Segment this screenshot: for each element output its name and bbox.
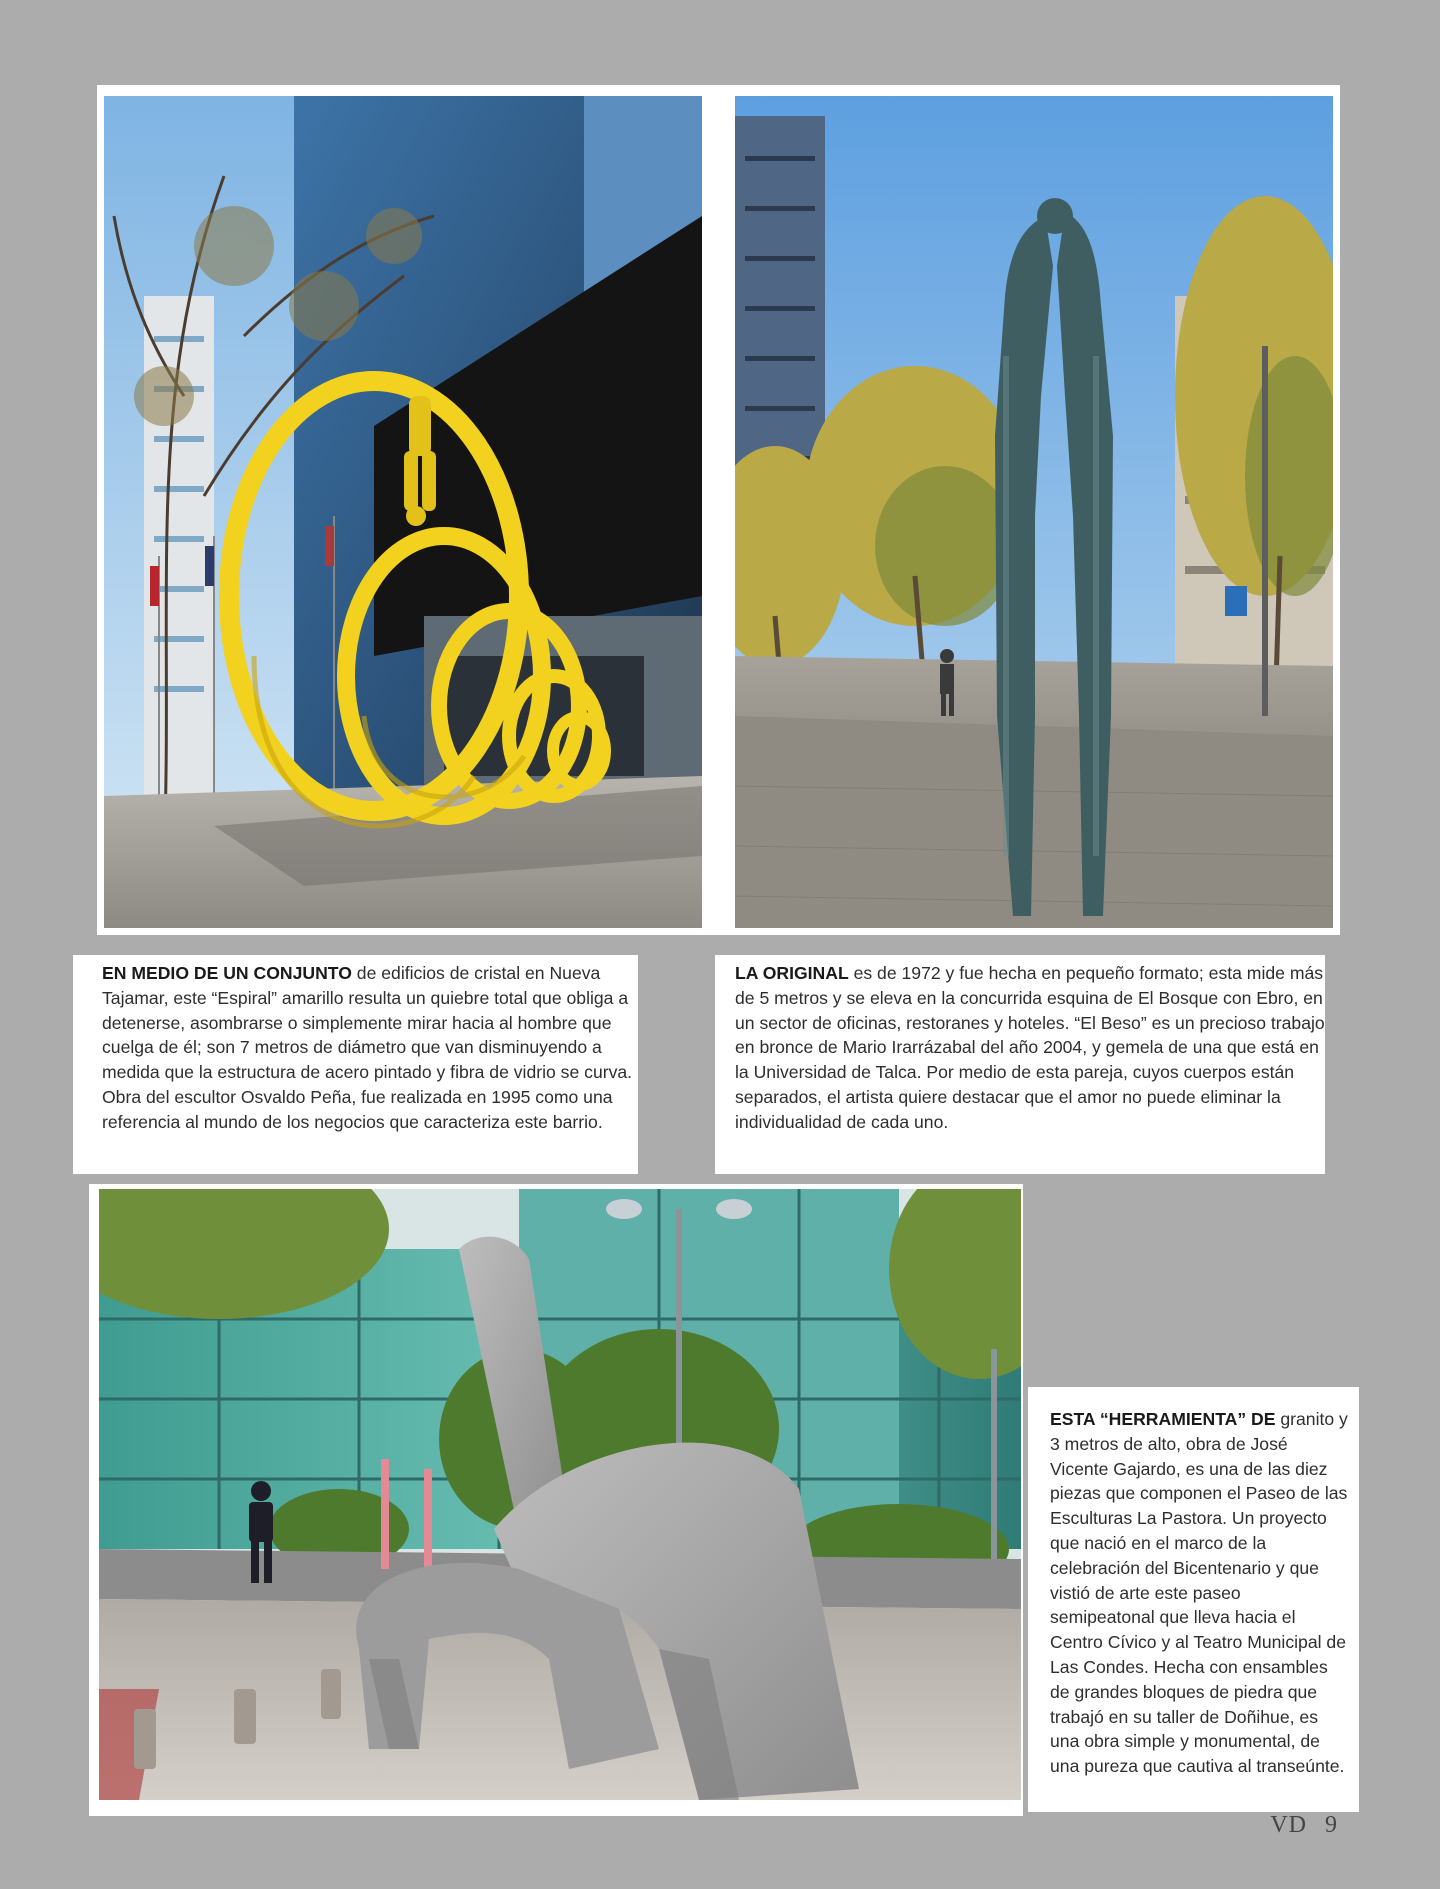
caption-spiral-lead: EN MEDIO DE UN CONJUNTO — [102, 963, 352, 983]
caption-beso-lead: LA ORIGINAL — [735, 963, 849, 983]
page-folio — [1270, 1812, 1338, 1839]
folio-brand: VD — [1270, 1812, 1307, 1838]
caption-herramienta-body: granito y 3 metros de alto, obra de José Vicente Gajardo, es una de las diez piezas que componen el Paseo de las Esculturas La Pastora. Un proyecto que nació en el marco de la celebración del Bicentenario y que vistió de arte este paseo semipeatonal que lleva hacia el Centro Cívico y al Teatro Municipal de Las Condes. Hecha con ensambles de grandes bloques de piedra que trabajó en su taller de Doñihue, es una obra simple y monumental, de una pureza que cautiva al transeúnte. — [1050, 1409, 1348, 1777]
photo-spiral-sculpture — [104, 96, 702, 928]
caption-herramienta — [1028, 1387, 1359, 1812]
caption-spiral — [73, 955, 638, 1174]
photo-el-beso-sculpture — [735, 96, 1333, 928]
page-number: 9 — [1325, 1812, 1338, 1838]
caption-beso-body: es de 1972 y fue hecha en pequeño formato; esta mide más de 5 metros y se eleva en la concurrida esquina de El Bosque con Ebro, en un sector de oficinas, restoranes y hoteles. “El Beso” es un precioso trabajo en bronce de Mario Irarrázabal del año 2004, y gemela de una que está en la Universidad de Talca. Por medio de esta pareja, cuyos cuerpos están separados, el artista quiere destacar que el amor no puede eliminar la individualidad de cada uno. — [735, 963, 1325, 1132]
caption-spiral-body: de edificios de cristal en Nueva Tajamar, este “Espiral” amarillo resulta un quiebre total que obliga a detenerse, asombrarse o simplemente mirar hacia al hombre que cuelga de él; son 7 metros de diámetro que van disminuyendo a medida que la estructura de acero pintado y fibra de vidrio se curva. Obra del escultor Osvaldo Peña, fue realizada en 1995 como una referencia al mundo de los negocios que caracteriza este barrio. — [102, 963, 633, 1132]
photo-herramienta-sculpture — [99, 1189, 1021, 1800]
caption-beso — [715, 955, 1325, 1174]
caption-herramienta-lead: ESTA “HERRAMIENTA” DE — [1050, 1409, 1276, 1429]
